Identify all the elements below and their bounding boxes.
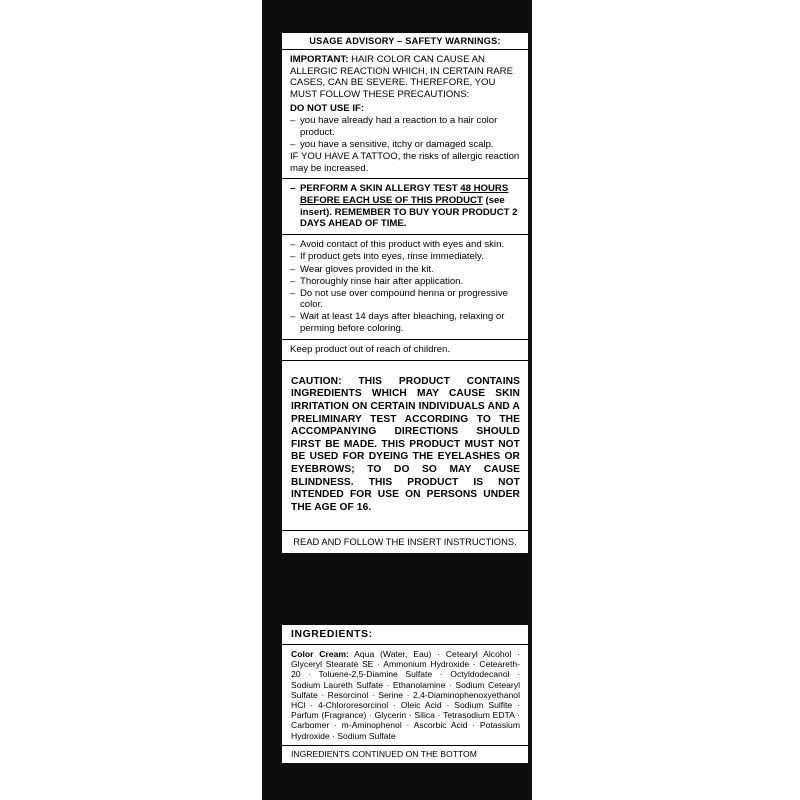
list-item: [290, 311, 521, 334]
allergy-test-part2: (see insert). REMEMBER TO BUY YOUR PRODUCT 2 DAYS AHEAD OF TIME.: [300, 195, 518, 230]
keep-out-of-reach-section: [282, 340, 528, 361]
allergy-test-part1: PERFORM A SKIN ALLERGY TEST: [300, 183, 461, 195]
list-item: [290, 288, 521, 311]
allergy-test-underline-before-each-use: BEFORE EACH USE OF THIS PRODUCT: [300, 195, 483, 207]
precaution-item-text: Thoroughly rinse hair after application.: [300, 275, 464, 287]
dash-icon: –: [290, 275, 296, 287]
list-item: [290, 239, 521, 251]
list-item: [290, 115, 521, 138]
dash-icon: –: [290, 287, 296, 299]
allergy-test-underline-48hours: 48 HOURS: [460, 183, 509, 195]
usage-advisory-header: USAGE ADVISORY – SAFETY WARNINGS:: [282, 33, 528, 50]
precaution-item-text: Avoid contact of this product with eyes and skin.: [300, 239, 505, 251]
keep-out-of-reach-text: Keep product out of reach of children.: [290, 344, 450, 356]
color-cream-label: Color Cream:: [291, 649, 349, 659]
dash-icon: –: [290, 311, 296, 323]
read-insert-instructions: READ AND FOLLOW THE INSERT INSTRUCTIONS.: [293, 535, 517, 547]
product-package-box: [262, 0, 532, 800]
tattoo-warning: IF YOU HAVE A TATTOO, the risks of allergic reaction may be increased.: [290, 151, 520, 174]
dash-icon: –: [290, 138, 296, 150]
precaution-item-text: If product gets into eyes, rinse immediately.: [300, 251, 484, 263]
important-text: HAIR COLOR CAN CAUSE AN ALLERGIC REACTION WHICH, IN CERTAIN RARE CASES, CAN BE SEVERE. THEREFORE, YOU MUST FOLLOW THESE PRECAUTIONS:: [290, 54, 513, 100]
allergy-test-list: [290, 183, 521, 229]
allergy-test-section: [282, 179, 528, 235]
precautions-list: [290, 239, 521, 334]
list-item: [290, 251, 521, 263]
ingredients-panel: [282, 625, 528, 763]
dash-icon: –: [290, 114, 296, 126]
do-not-use-item-text: you have already had a reaction to a hair color product.: [300, 114, 498, 138]
caution-text: CAUTION: THIS PRODUCT CONTAINS INGREDIENTS WHICH MAY CAUSE SKIN IRRITATION ON CERTAIN INDIVIDUALS AND A PRELIMINARY TEST ACCORDING TO THE ACCOMPANYING DIRECTIONS SHOULD FIRST BE MADE. THIS PRODUCT MUST NOT BE USED FOR DYEING THE EYELASHES OR EYEBROWS; TO DO SO MAY CAUSE BLINDNESS. THIS PRODUCT IS NOT INTENDED FOR USE ON PERSONS UNDER THE AGE OF 16.: [291, 375, 520, 513]
important-label: IMPORTANT:: [290, 54, 349, 65]
dash-icon: –: [290, 263, 296, 275]
important-paragraph: [290, 54, 521, 100]
list-item: [290, 276, 521, 288]
list-item: [290, 264, 521, 276]
precaution-item-text: Wait at least 14 days after bleaching, relaxing or perming before coloring.: [300, 311, 505, 334]
do-not-use-item-text: you have a sensitive, itchy or damaged scalp.: [300, 138, 494, 150]
do-not-use-list: [290, 115, 521, 150]
ingredients-body: [282, 645, 528, 746]
ingredients-footer: INGREDIENTS CONTINUED ON THE BOTTOM: [291, 748, 477, 759]
color-cream-list: Aqua (Water, Eau) · Cetearyl Alcohol · Glyceryl Stearate SE · Ammonium Hydroxide · Ceteareth-20 · Toluene-2,5-Diamine Sulfate · Octyldodecanol · Sodium Laureth Sulfate · Ethanolamine · Sodium Cetearyl Sulfate · Resorcinol · Serine · 2,4-Diaminophenoxyethanol HCl · 4-Chlororesorcinol · Oleic Acid · Sodium Sulfite · Parfum (Fragrance) · Glycerin · Silica · Tetrasodium EDTA · Carbomer · m-Aminophenol · Ascorbic Acid · Potassium Hydroxide · Sodium Sulfate: [291, 649, 521, 741]
important-section: [282, 50, 528, 179]
precautions-section: [282, 235, 528, 340]
precaution-item-text: Wear gloves provided in the kit.: [300, 263, 434, 275]
dash-icon: –: [290, 251, 296, 263]
safety-warnings-panel: [282, 33, 528, 553]
dash-icon: –: [290, 183, 296, 195]
dash-icon: –: [290, 239, 296, 251]
do-not-use-label: DO NOT USE IF:: [290, 103, 365, 115]
list-item: [290, 183, 521, 229]
ingredients-header: INGREDIENTS:: [282, 625, 528, 645]
caution-section: [282, 361, 528, 531]
precaution-item-text: Do not use over compound henna or progressive color.: [300, 287, 508, 311]
list-item: [290, 139, 521, 151]
